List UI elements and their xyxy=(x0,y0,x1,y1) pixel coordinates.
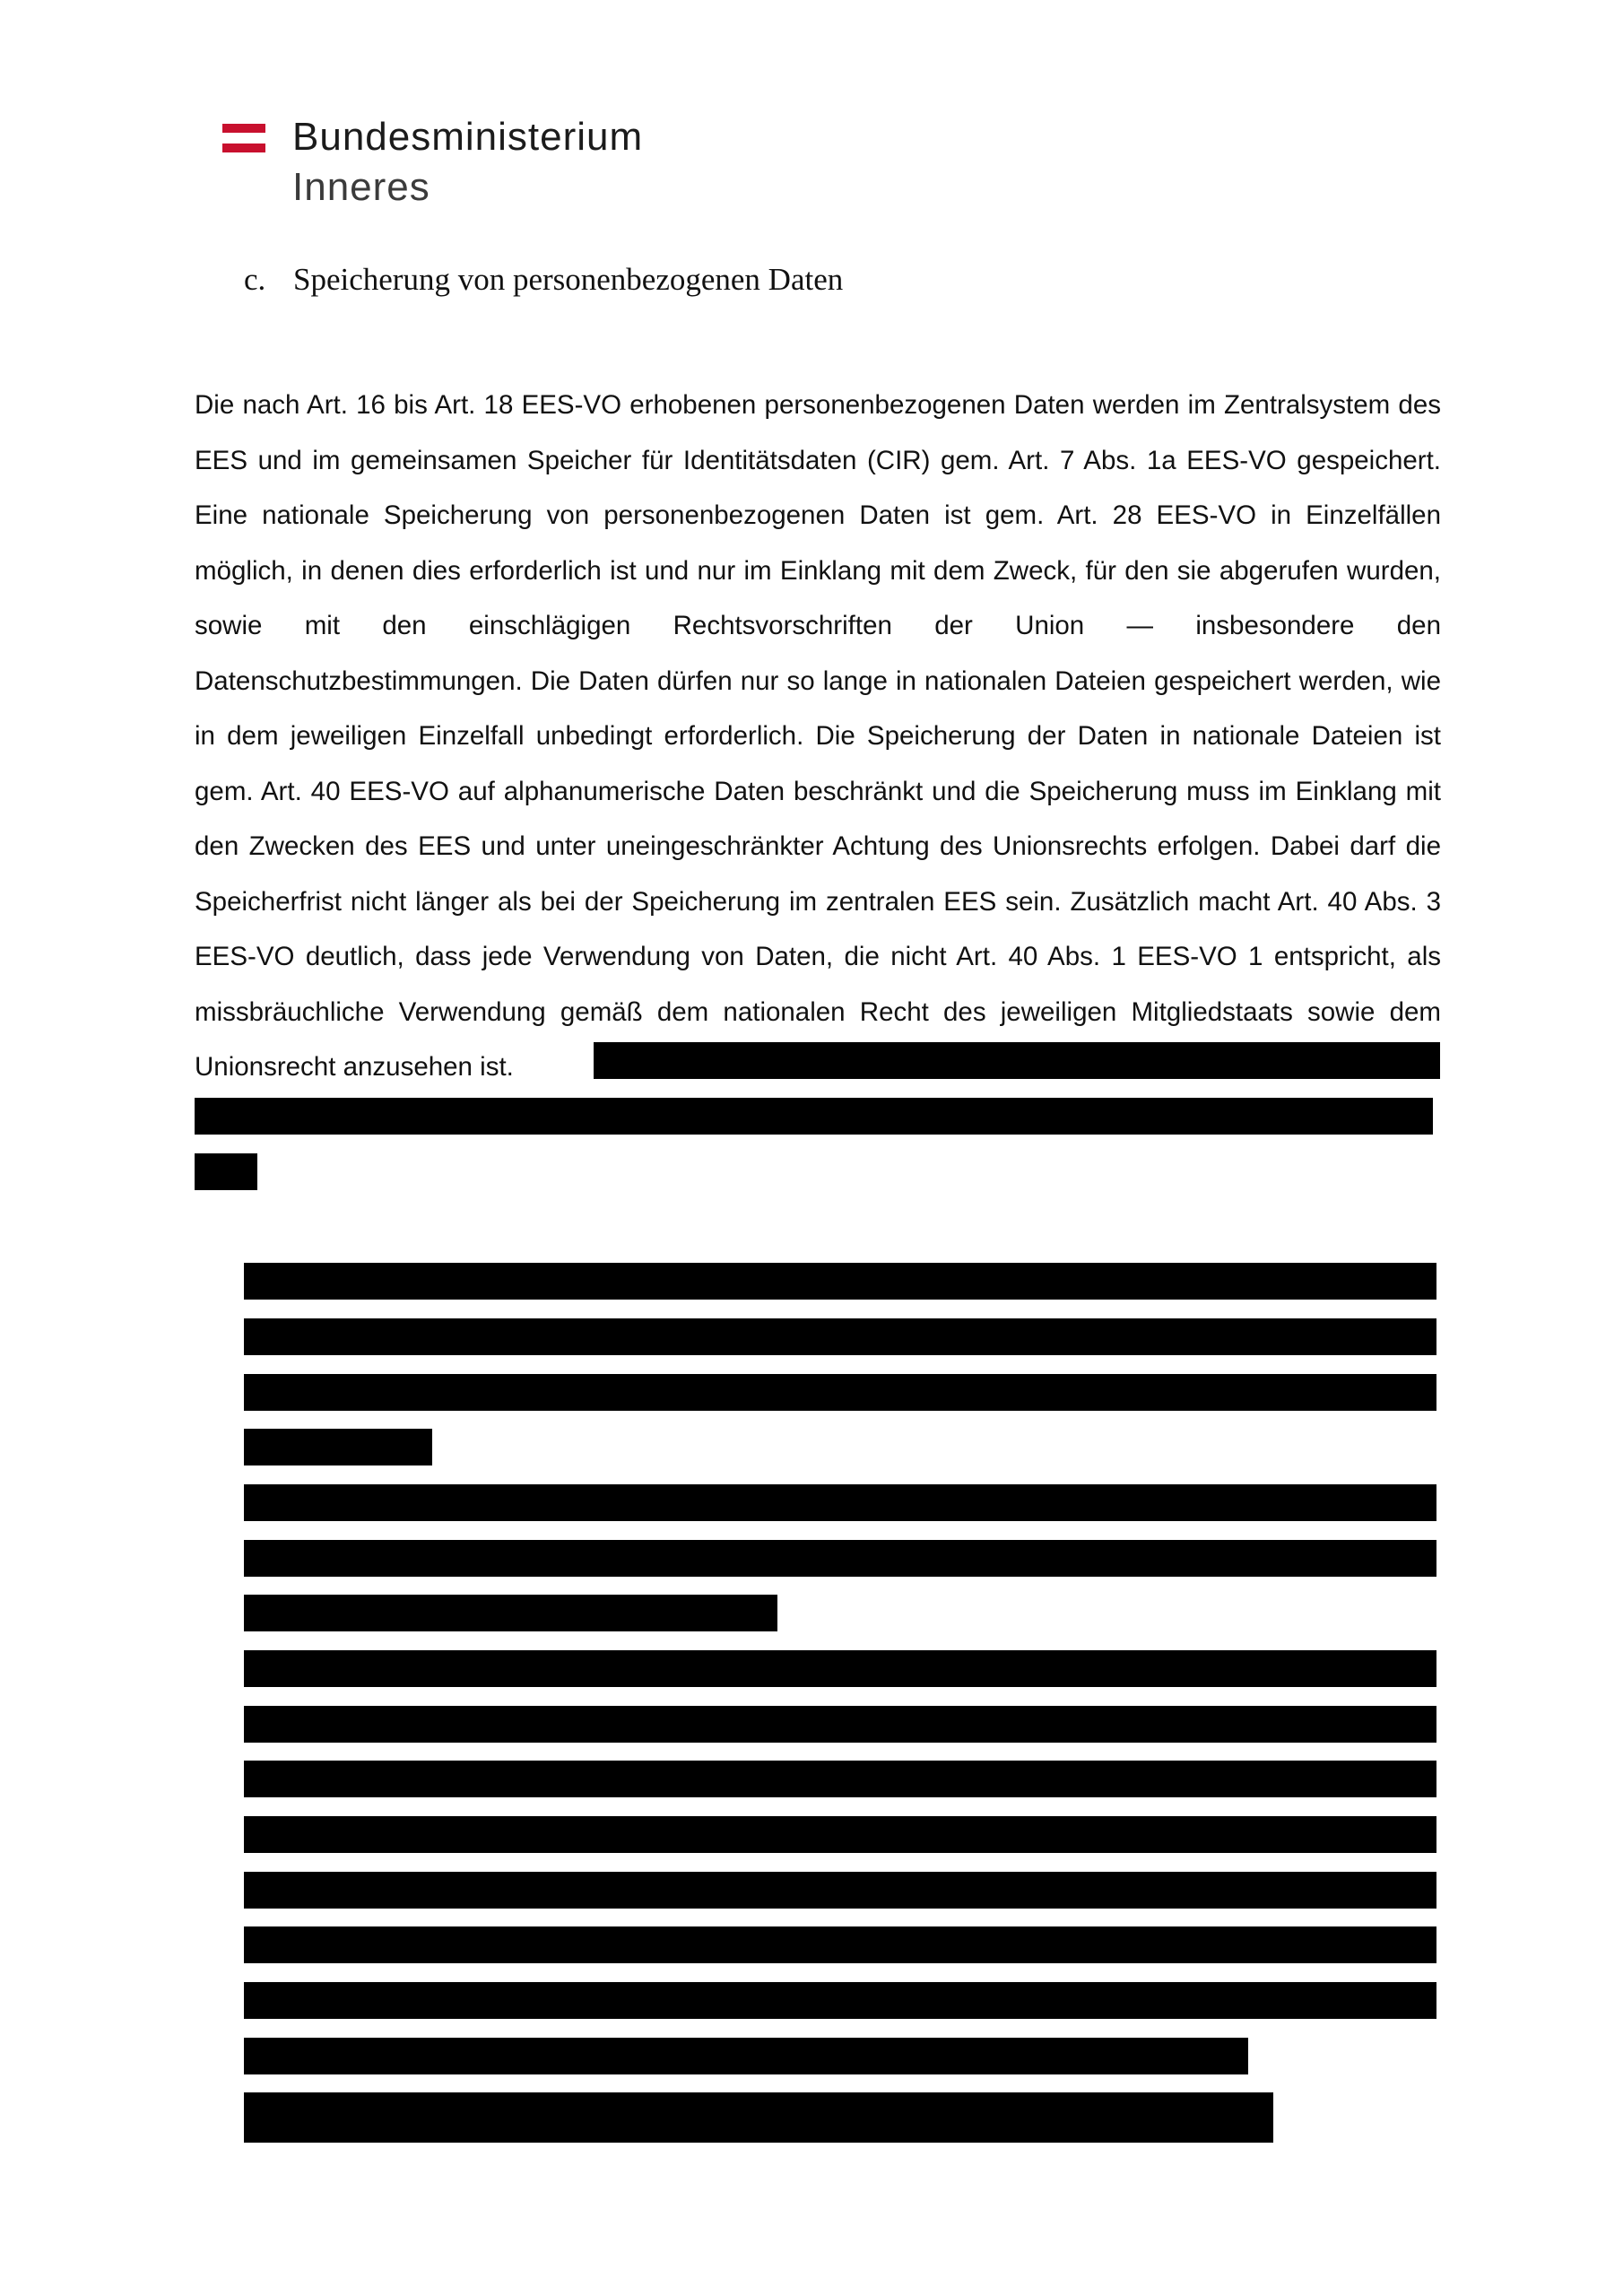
ministry-department: Inneres xyxy=(292,165,430,209)
redaction-bar xyxy=(244,1761,1436,1797)
redaction-bar xyxy=(244,1318,1436,1355)
redaction-bar xyxy=(244,1650,1436,1687)
redaction-bar xyxy=(594,1042,1440,1079)
section-letter: c. xyxy=(244,262,266,297)
redaction-bar xyxy=(244,1429,432,1465)
redaction-bar xyxy=(195,1153,257,1190)
redaction-bar xyxy=(244,1484,1436,1521)
ministry-name: Bundesministerium xyxy=(292,115,644,159)
section-title: Speicherung von personenbezogenen Daten xyxy=(293,262,844,297)
flag-stripe-top xyxy=(222,124,265,133)
redaction-bar xyxy=(244,1374,1436,1411)
redaction-bar xyxy=(244,1263,1436,1300)
redaction-bar xyxy=(195,1098,1433,1135)
flag-stripe-bottom xyxy=(222,144,265,152)
redaction-bar xyxy=(244,1540,1436,1577)
redaction-bar xyxy=(244,1926,1436,1963)
redaction-bar xyxy=(244,1872,1436,1909)
redaction-bar xyxy=(244,1816,1436,1853)
redaction-bar xyxy=(244,2038,1248,2074)
austrian-flag-icon xyxy=(222,124,267,154)
redaction-bar xyxy=(244,2092,1273,2143)
redaction-bar xyxy=(244,1706,1436,1743)
redaction-bar xyxy=(244,1982,1436,2019)
section-heading xyxy=(244,262,843,298)
redaction-bar xyxy=(244,1595,777,1631)
body-paragraph: Die nach Art. 16 bis Art. 18 EES-VO erhobenen personenbezogenen Daten werden im Zentralsystem des EES und im gemeinsamen Speicher für Identitätsdaten (CIR) gem. Art. 7 Abs. 1a EES-VO gespeichert. Eine nationale Speicherung von personenbezogenen Daten ist gem. Art. 28 EES-VO in Einzelfällen möglich, in denen dies erforderlich ist und nur im Einklang mit dem Zweck, für den sie abgerufen wurden, sowie mit den einschlägigen Rechtsvorschriften der Union — insbesondere den Datenschutzbestimmungen. Die Daten dürfen nur so lange in nationalen Dateien gespeichert werden, wie in dem jeweiligen Einzelfall unbedingt erforderlich. Die Speicherung der Daten in nationale Dateien ist gem. Art. 40 EES-VO auf alphanumerische Daten beschränkt und die Speicherung muss im Einklang mit den Zwecken des EES und unter uneingeschränkter Achtung des Unionsrechts erfolgen. Dabei darf die Speicherfrist nicht länger als bei der Speicherung im zentralen EES sein. Zusätzlich macht Art. 40 Abs. 3 EES-VO deutlich, dass jede Verwendung von Daten, die nicht Art. 40 Abs. 1 EES-VO 1 entspricht, als missbräuchliche Verwendung gemäß dem nationalen Recht des jeweiligen Mitgliedstaats sowie dem Unionsrecht anzusehen ist. xyxy=(195,390,1441,1082)
